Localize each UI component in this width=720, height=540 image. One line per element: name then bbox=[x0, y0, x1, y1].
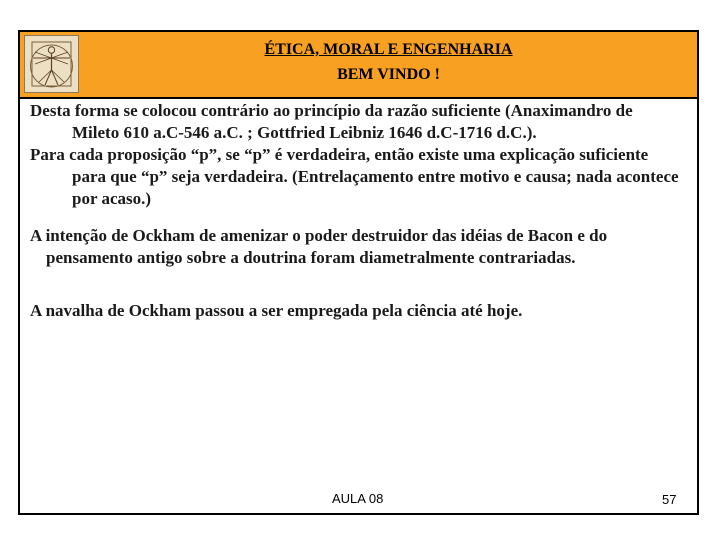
slide-title bbox=[80, 40, 697, 85]
vitruvian-man-drawing bbox=[25, 36, 78, 92]
paragraph-intencao-ockham: A intenção de Ockham de amenizar o poder destruidor das idéias de Bacon e do pensamento antigo sobre a doutrina foram diametralmente contrariadas. bbox=[30, 226, 608, 267]
vitruvian-man-icon bbox=[24, 35, 79, 93]
title-line-1: ÉTICA, MORAL E ENGENHARIA bbox=[264, 41, 513, 58]
footer-label: AULA 08 bbox=[332, 491, 384, 506]
paragraph-razao-suficiente: Desta forma se colocou contrário ao princípio da razão suficiente (Anaximandro de Mileto 610 a.C-546 a.C. ; Gottfried Leibniz 1646 d.C-1716 d.C.). bbox=[30, 101, 633, 142]
paragraph-navalha-ockham: A navalha de Ockham passou a ser empregada pela ciência até hoje. bbox=[30, 301, 523, 320]
slide-body bbox=[30, 100, 680, 322]
slide-header bbox=[20, 32, 697, 99]
page-number: 57 bbox=[662, 492, 677, 507]
title-line-2: BEM VINDO ! bbox=[337, 66, 440, 83]
paragraph-proposicao-p: Para cada proposição “p”, se “p” é verdadeira, então existe uma explicação suficiente para que “p” seja verdadeira. (Entrelaçamento entre motivo e causa; nada acontece por acaso.) bbox=[30, 145, 679, 208]
